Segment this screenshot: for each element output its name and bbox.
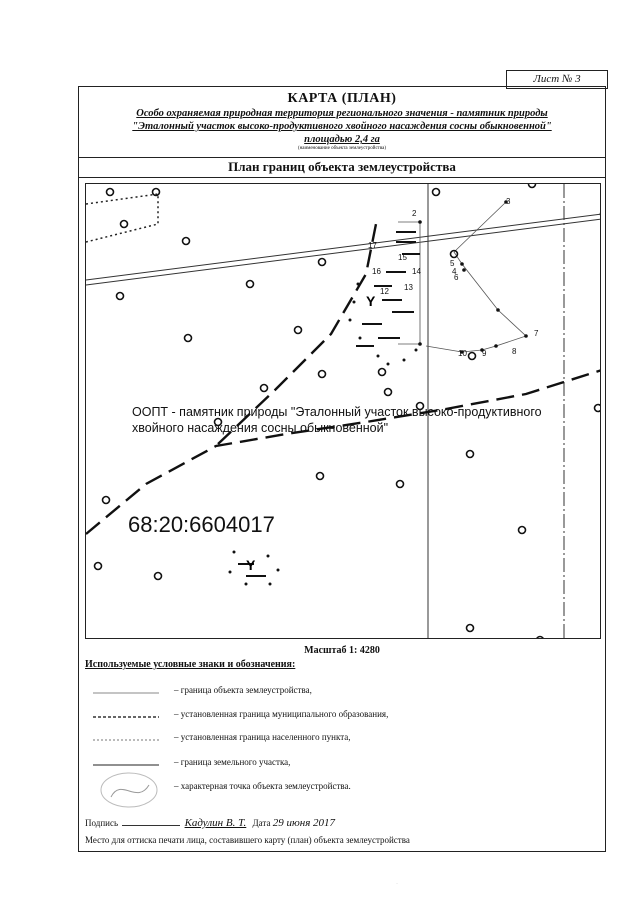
document-frame [78,86,606,852]
point-label-4: 4 [452,267,457,276]
characteristic-points [418,200,528,354]
document-header [79,87,605,158]
header-line-2: "Эталонный участок высоко-продуктивного хвойного насаждения сосны обыкновенной" [132,121,552,132]
plan-title: План границ объекта землеустройства [79,157,605,178]
legend-symbol-parcel [93,763,159,767]
map-drawing [86,184,601,639]
forest-symbol: Y [366,293,376,309]
stamp-impression [99,771,159,809]
legend-symbol-settlement [93,738,159,742]
header-line-3: площадью 2,4 га [304,134,380,145]
oopt-label-line-2: хвойного насаждения сосны обыкновенной" [132,421,389,435]
signatory-name: Кадулин В. Т. [184,817,247,829]
point-label-16: 16 [372,267,381,276]
point-label-8: 8 [512,347,517,356]
point-label-13: 13 [404,283,413,292]
date-label: Дата [252,818,271,828]
legend-item-characteristic-point: – характерная точка объекта землеустройства. [174,781,351,791]
signature-label: Подпись [85,818,119,828]
forest-symbol: Y [246,557,256,573]
point-label-7: 7 [534,329,539,338]
header-line-1: Особо охраняемая природная территория регионального значения - памятник природы [136,108,548,119]
boundary-map [85,183,601,639]
legend-item-parcel-boundary: – граница земельного участка, [174,757,291,767]
page-mark: ˙ [396,883,398,889]
point-label-17: 17 [368,241,377,250]
dotted-patch [86,194,158,242]
point-labels [368,197,539,358]
road-edge [86,219,601,285]
municipal-boundary [86,370,601,534]
header-caption: (наименование объекта землеустройства) [297,146,387,151]
legend-item-municipal-boundary: – установленная граница муниципального образования, [174,709,389,719]
legend-item-object-boundary: – граница объекта землеустройства, [174,685,312,695]
signature-date: 29 июня 2017 [272,817,336,829]
oopt-label-line-1: ООПТ - памятник природы "Эталонный участок высоко-продуктивного [132,405,542,419]
signature-line [85,817,595,829]
document-title: КАРТА (ПЛАН) [287,91,397,106]
sheet-number: Лист № 3 [506,70,608,89]
point-label-10: 10 [458,349,467,358]
point-label-14: 14 [412,267,421,276]
cadastral-number: 68:20:6604017 [128,512,275,537]
point-label-3: 3 [506,197,511,206]
legend-item-settlement-boundary: – установленная граница населенного пункта, [174,732,351,742]
map-scale: Масштаб 1: 4280 [304,645,380,656]
point-label-12: 12 [380,287,389,296]
point-label-2: 2 [412,209,417,218]
stamp-place-caption: Место для оттиска печати лица, составившего карту (план) объекта землеустройства [85,835,410,845]
point-label-5: 5 [450,259,455,268]
point-label-6: 6 [454,273,459,282]
road-edge [86,214,601,280]
point-label-9: 9 [482,349,487,358]
legend-symbol-municipal [93,715,159,719]
legend-title: Используемые условные знаки и обозначения: [85,659,296,670]
point-label-15: 15 [398,253,407,262]
object-boundary [426,202,526,352]
signature-underline [122,825,180,826]
legend-symbol-object [93,691,159,695]
